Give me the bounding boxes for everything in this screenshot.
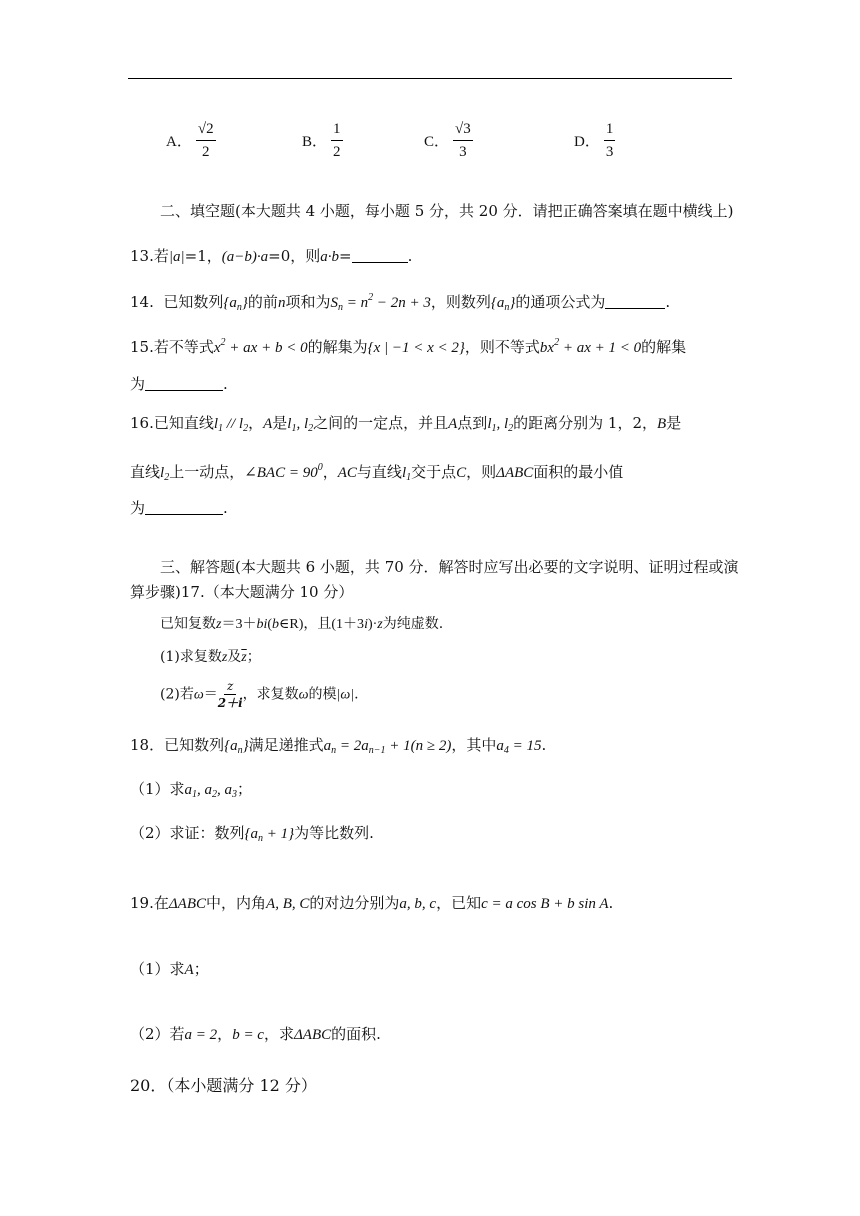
answer-blank — [605, 294, 665, 309]
question-19-part1: （1）求A； — [130, 960, 209, 978]
question-18: 18．已知数列$\{a_n\}$满足递推式$a_n = 2a_{n-1} + 1(n \ge 2)$，其中$a_4 = 15$. — [130, 736, 547, 756]
question-16-cont: 直线$l_2$上一动点，∠BAC = $90^0$，AC与直线$l_1$交于点C，则ΔABC面积的最小值 — [130, 462, 624, 483]
header-rule — [128, 78, 732, 79]
answer-blank — [145, 500, 223, 515]
option-b: B． $\frac{1}{2}$ — [302, 118, 343, 163]
section2-heading: 二、填空题(本大题共 4 小题，每小题 5 分，共 20 分．请把正确答案填在题中横线上) — [160, 202, 734, 220]
question-15: 15.若不等式$x^2$ + ax + b < 0的解集为{x | −1 < x < 2}，则不等式$bx^2$ + ax + 1 < 0的解集 — [130, 337, 687, 356]
question-18-part2: （2）求证：数列$\{a_n + 1\}$为等比数列. — [130, 824, 374, 844]
option-d: D． $\frac{1}{3}$ — [574, 118, 615, 163]
question-14: 14. 已知数列$\{a_n\}$的前n项和为$S_n = n^2 - 2n + 3$，则数列$\{a_n\}$的通项公式为 . — [130, 292, 671, 313]
section3-heading-cont: 算步骤)17.（本大题满分 10 分） — [130, 583, 354, 601]
question-16: 16.已知直线$l_1 // l_2$，A是$l_1$, $l_2$之间的一定点，并且A点到$l_1$, $l_2$的距离分别为 1，2，B是 — [130, 414, 682, 434]
section3-heading: 三、解答题(本大题共 6 小题，共 70 分．解答时应写出必要的文字说明、证明过程或演 — [160, 558, 739, 576]
question-16-cont2: 为 . — [130, 499, 228, 517]
question-19: 19.在ΔABC中，内角A, B, C的对边分别为a, b, c，已知c = a cos B + b sin A. — [130, 894, 614, 912]
question-17-part1: (1)求复数z及$\overline{z}$； — [160, 649, 261, 665]
question-17: 已知复数z＝3＋bi(b∈R)，且(1＋3i)·z为纯虚数. — [160, 616, 444, 632]
question-17-part2: (2)若ω＝ $\frac{z}{2+i}$ ，求复数ω的模|ω|. — [160, 679, 359, 710]
answer-blank — [352, 248, 408, 263]
question-20: 20．（本小题满分 12 分） — [130, 1076, 317, 1095]
question-15-cont: 为 . — [130, 375, 228, 393]
answer-blank — [145, 376, 223, 391]
question-19-part2: （2）若a = 2，b = c，求ΔABC的面积. — [130, 1025, 381, 1043]
option-a: A． $\frac{√2}{2}$ — [166, 118, 216, 163]
option-c: C． $\frac{√3}{3}$ — [424, 118, 473, 163]
question-13: 13.若|a|=1，(a−b)·a=0，则a·b= . — [130, 247, 413, 265]
question-18-part1: （1）求$a_1$, $a_2$, $a_3$； — [130, 780, 253, 800]
